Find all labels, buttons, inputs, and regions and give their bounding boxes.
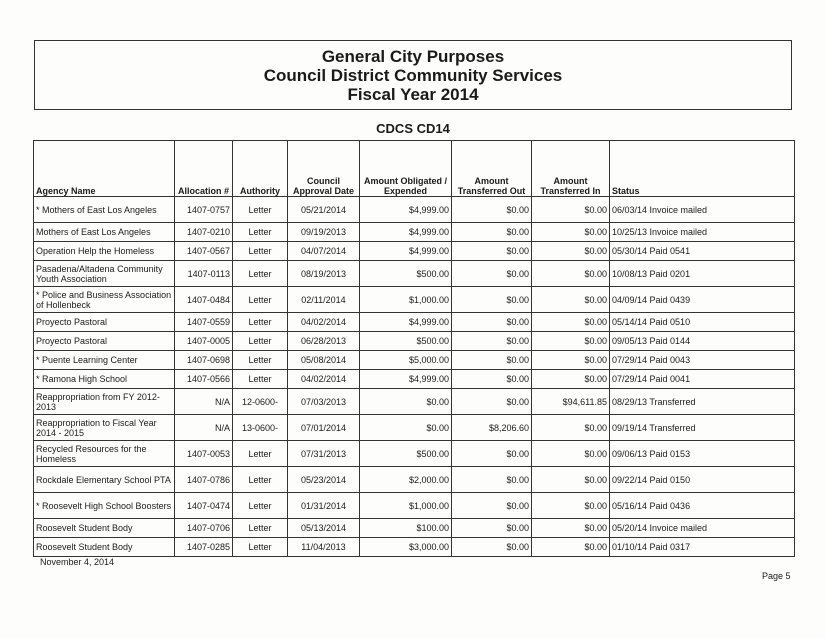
- cell-agency-name: * Puente Learning Center: [34, 351, 175, 370]
- cell-status: 07/29/14 Paid 0043: [610, 351, 795, 370]
- cell-agency-name: Rockdale Elementary School PTA: [34, 467, 175, 493]
- cell-agency-name: * Ramona High School: [34, 370, 175, 389]
- cell-status: 05/20/14 Invoice mailed: [610, 519, 795, 538]
- cell-amount-transferred-in: $0.00: [532, 287, 610, 313]
- cell-amount-transferred-out: $0.00: [452, 223, 532, 242]
- cell-allocation: 1407-0474: [175, 493, 233, 519]
- table-row: [34, 467, 795, 493]
- col-status: Status: [610, 141, 795, 197]
- cell-amount-transferred-out: $0.00: [452, 261, 532, 287]
- table-row: [34, 389, 795, 415]
- cell-authority: 13-0600-: [233, 415, 288, 441]
- table-row: [34, 351, 795, 370]
- table-row: [34, 441, 795, 467]
- table-row: [34, 223, 795, 242]
- report-title: General City Purposes: [321, 47, 505, 66]
- table-row: [34, 313, 795, 332]
- cell-amount-obligated: $3,000.00: [360, 538, 452, 557]
- cell-amount-transferred-out: $0.00: [452, 242, 532, 261]
- cell-status: 06/03/14 Invoice mailed: [610, 197, 795, 223]
- cell-amount-transferred-out: $0.00: [452, 313, 532, 332]
- cell-council-approval-date: 07/01/2014: [288, 415, 360, 441]
- report-fiscal-year: Fiscal Year 2014: [347, 85, 479, 104]
- cell-council-approval-date: 04/02/2014: [288, 370, 360, 389]
- cell-authority: Letter: [233, 223, 288, 242]
- cell-allocation: 1407-0285: [175, 538, 233, 557]
- cell-authority: Letter: [233, 538, 288, 557]
- cell-amount-transferred-out: $0.00: [452, 519, 532, 538]
- report-program: Council District Community Services: [263, 66, 563, 85]
- table-row: [34, 197, 795, 223]
- cell-authority: Letter: [233, 313, 288, 332]
- cell-amount-transferred-in: $0.00: [532, 261, 610, 287]
- cell-amount-transferred-out: $0.00: [452, 493, 532, 519]
- cell-amount-obligated: $100.00: [360, 519, 452, 538]
- cell-allocation: 1407-0757: [175, 197, 233, 223]
- cell-amount-transferred-out: $0.00: [452, 467, 532, 493]
- cell-amount-transferred-out: $8,206.60: [452, 415, 532, 441]
- col-amount-transferred-out: Amount Transferred Out: [452, 141, 532, 197]
- cell-allocation: 1407-0566: [175, 370, 233, 389]
- table-row: [34, 538, 795, 557]
- cell-agency-name: Roosevelt Student Body: [34, 519, 175, 538]
- cell-agency-name: Roosevelt Student Body: [34, 538, 175, 557]
- cell-allocation: 1407-0113: [175, 261, 233, 287]
- table-row: [34, 287, 795, 313]
- cell-amount-obligated: $4,999.00: [360, 197, 452, 223]
- page-number: Page 5: [762, 571, 791, 581]
- cell-authority: Letter: [233, 467, 288, 493]
- cell-amount-transferred-out: $0.00: [452, 332, 532, 351]
- cell-amount-transferred-in: $0.00: [532, 197, 610, 223]
- cell-authority: Letter: [233, 332, 288, 351]
- cell-amount-obligated: $0.00: [360, 389, 452, 415]
- title-box: [34, 40, 792, 110]
- cell-council-approval-date: 07/03/2013: [288, 389, 360, 415]
- cell-amount-transferred-in: $0.00: [532, 467, 610, 493]
- cell-authority: Letter: [233, 351, 288, 370]
- col-agency-name: Agency Name: [34, 141, 175, 197]
- cell-amount-transferred-in: $0.00: [532, 519, 610, 538]
- cell-amount-obligated: $2,000.00: [360, 467, 452, 493]
- footer-date: November 4, 2014: [40, 557, 115, 567]
- cell-amount-transferred-out: $0.00: [452, 538, 532, 557]
- cell-agency-name: Mothers of East Los Angeles: [34, 223, 175, 242]
- cell-amount-transferred-out: $0.00: [452, 389, 532, 415]
- cell-council-approval-date: 02/11/2014: [288, 287, 360, 313]
- cell-allocation: 1407-0786: [175, 467, 233, 493]
- report-subtitle: CDCS CD14: [376, 121, 450, 136]
- col-amount-obligated: Amount Obligated / Expended: [360, 141, 452, 197]
- cell-status: 04/09/14 Paid 0439: [610, 287, 795, 313]
- cell-council-approval-date: 09/19/2013: [288, 223, 360, 242]
- cell-amount-transferred-in: $0.00: [532, 370, 610, 389]
- cell-amount-obligated: $4,999.00: [360, 242, 452, 261]
- cell-allocation: 1407-0567: [175, 242, 233, 261]
- cell-amount-obligated: $500.00: [360, 332, 452, 351]
- col-council-approval-date: Council Approval Date: [288, 141, 360, 197]
- cell-status: 08/29/13 Transferred: [610, 389, 795, 415]
- cell-amount-obligated: $1,000.00: [360, 287, 452, 313]
- table-row: [34, 242, 795, 261]
- cell-amount-transferred-out: $0.00: [452, 370, 532, 389]
- cell-council-approval-date: 04/07/2014: [288, 242, 360, 261]
- cell-agency-name: Recycled Resources for the Homeless: [34, 441, 175, 467]
- cell-agency-name: Operation Help the Homeless: [34, 242, 175, 261]
- cell-status: 09/06/13 Paid 0153: [610, 441, 795, 467]
- cell-amount-transferred-in: $0.00: [532, 493, 610, 519]
- cell-authority: Letter: [233, 441, 288, 467]
- cell-allocation: 1407-0559: [175, 313, 233, 332]
- cell-agency-name: Reappropriation to Fiscal Year 2014 - 2015: [34, 415, 175, 441]
- cell-amount-transferred-in: $0.00: [532, 538, 610, 557]
- cell-agency-name: Proyecto Pastoral: [34, 332, 175, 351]
- cell-authority: Letter: [233, 242, 288, 261]
- cell-status: 09/05/13 Paid 0144: [610, 332, 795, 351]
- cell-amount-transferred-out: $0.00: [452, 287, 532, 313]
- cell-amount-transferred-in: $94,611.85: [532, 389, 610, 415]
- cell-status: 09/22/14 Paid 0150: [610, 467, 795, 493]
- cell-council-approval-date: 06/28/2013: [288, 332, 360, 351]
- cell-status: 10/08/13 Paid 0201: [610, 261, 795, 287]
- col-amount-transferred-in: Amount Transferred In: [532, 141, 610, 197]
- allocations-table: [33, 140, 795, 557]
- cell-agency-name: Pasadena/Altadena Community Youth Association: [34, 261, 175, 287]
- cell-council-approval-date: 05/08/2014: [288, 351, 360, 370]
- cell-status: 10/25/13 Invoice mailed: [610, 223, 795, 242]
- cell-allocation: 1407-0053: [175, 441, 233, 467]
- cell-agency-name: Proyecto Pastoral: [34, 313, 175, 332]
- cell-council-approval-date: 05/23/2014: [288, 467, 360, 493]
- cell-status: 09/19/14 Transferred: [610, 415, 795, 441]
- cell-agency-name: Reappropriation from FY 2012-2013: [34, 389, 175, 415]
- cell-status: 07/29/14 Paid 0041: [610, 370, 795, 389]
- cell-agency-name: * Roosevelt High School Boosters: [34, 493, 175, 519]
- table-header-row: [34, 141, 795, 197]
- cell-amount-obligated: $5,000.00: [360, 351, 452, 370]
- cell-amount-transferred-in: $0.00: [532, 313, 610, 332]
- cell-allocation: N/A: [175, 415, 233, 441]
- cell-agency-name: * Police and Business Association of Hollenbeck: [34, 287, 175, 313]
- table-row: [34, 261, 795, 287]
- cell-allocation: 1407-0005: [175, 332, 233, 351]
- cell-status: 05/14/14 Paid 0510: [610, 313, 795, 332]
- cell-amount-obligated: $4,999.00: [360, 370, 452, 389]
- cell-amount-obligated: $500.00: [360, 261, 452, 287]
- col-allocation: Allocation #: [175, 141, 233, 197]
- cell-amount-obligated: $4,999.00: [360, 313, 452, 332]
- table-row: [34, 519, 795, 538]
- cell-council-approval-date: 11/04/2013: [288, 538, 360, 557]
- cell-allocation: 1407-0210: [175, 223, 233, 242]
- cell-amount-obligated: $4,999.00: [360, 223, 452, 242]
- col-authority: Authority: [233, 141, 288, 197]
- cell-council-approval-date: 08/19/2013: [288, 261, 360, 287]
- table-row: [34, 332, 795, 351]
- cell-amount-transferred-in: $0.00: [532, 415, 610, 441]
- cell-agency-name: * Mothers of East Los Angeles: [34, 197, 175, 223]
- cell-status: 05/30/14 Paid 0541: [610, 242, 795, 261]
- cell-amount-obligated: $1,000.00: [360, 493, 452, 519]
- cell-authority: Letter: [233, 261, 288, 287]
- cell-authority: Letter: [233, 519, 288, 538]
- cell-council-approval-date: 01/31/2014: [288, 493, 360, 519]
- cell-allocation: 1407-0484: [175, 287, 233, 313]
- cell-status: 05/16/14 Paid 0436: [610, 493, 795, 519]
- cell-amount-transferred-in: $0.00: [532, 223, 610, 242]
- cell-amount-obligated: $0.00: [360, 415, 452, 441]
- cell-council-approval-date: 05/21/2014: [288, 197, 360, 223]
- table-row: [34, 493, 795, 519]
- cell-status: 01/10/14 Paid 0317: [610, 538, 795, 557]
- cell-authority: Letter: [233, 493, 288, 519]
- cell-authority: 12-0600-: [233, 389, 288, 415]
- cell-council-approval-date: 07/31/2013: [288, 441, 360, 467]
- cell-authority: Letter: [233, 370, 288, 389]
- table-row: [34, 415, 795, 441]
- cell-amount-transferred-in: $0.00: [532, 351, 610, 370]
- cell-allocation: N/A: [175, 389, 233, 415]
- cell-amount-obligated: $500.00: [360, 441, 452, 467]
- cell-council-approval-date: 05/13/2014: [288, 519, 360, 538]
- cell-allocation: 1407-0706: [175, 519, 233, 538]
- cell-amount-transferred-in: $0.00: [532, 441, 610, 467]
- cell-amount-transferred-out: $0.00: [452, 351, 532, 370]
- cell-council-approval-date: 04/02/2014: [288, 313, 360, 332]
- cell-amount-transferred-in: $0.00: [532, 332, 610, 351]
- cell-authority: Letter: [233, 197, 288, 223]
- cell-amount-transferred-out: $0.00: [452, 441, 532, 467]
- table-row: [34, 370, 795, 389]
- cell-amount-transferred-in: $0.00: [532, 242, 610, 261]
- cell-allocation: 1407-0698: [175, 351, 233, 370]
- cell-amount-transferred-out: $0.00: [452, 197, 532, 223]
- cell-authority: Letter: [233, 287, 288, 313]
